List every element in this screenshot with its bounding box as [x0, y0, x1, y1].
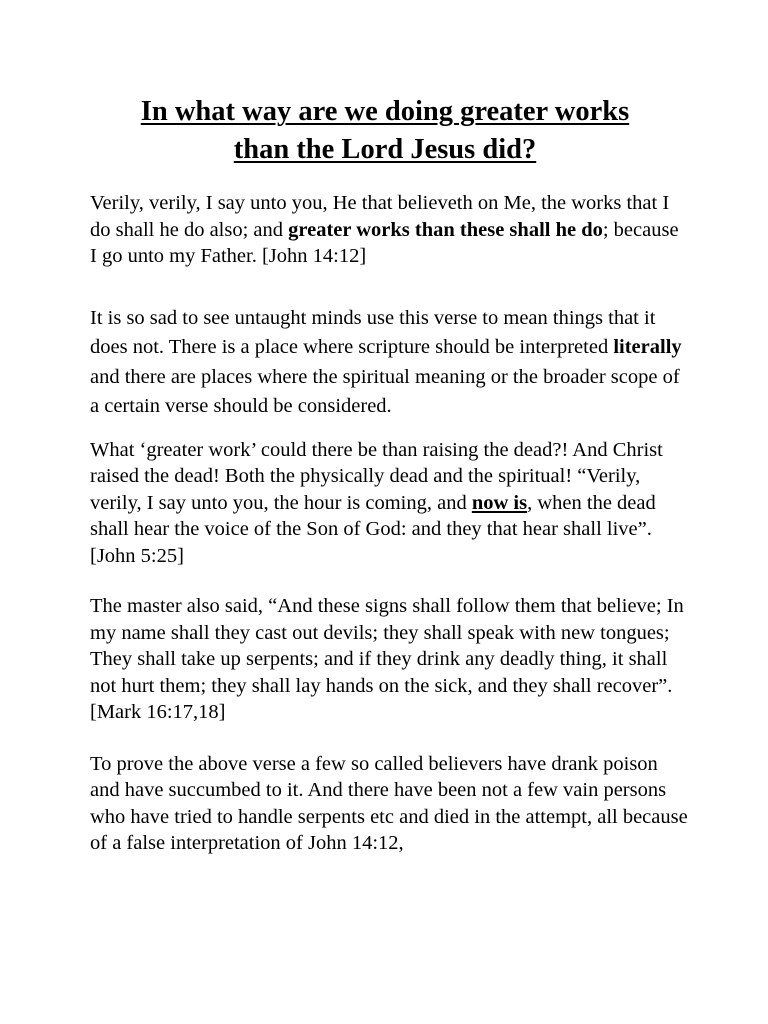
- p3-text-b: , when the dead shall hear the voice of the Son of God: and they that hear shall live”. [John 5:25]: [90, 491, 656, 567]
- p2-text-a: It is so sad to see untaught minds use this verse to mean things that it does not. There is a place where scripture should be interpreted: [90, 306, 656, 358]
- p1-text-b: ; because I go unto my Father. [John 14:12]: [90, 218, 679, 267]
- p2-text-b: and there are places where the spiritual meaning or the broader scope of a certain verse should be considered.: [90, 365, 680, 417]
- paragraph-3: [90, 437, 690, 570]
- p1-text-a: Verily, verily, I say unto you, He that believeth on Me, the works that I do shall he do also; and: [90, 192, 670, 241]
- p3-bold-underline: now is: [471, 491, 528, 514]
- title-line-2: than the Lord Jesus did?: [233, 134, 537, 165]
- paragraph-2: [90, 304, 690, 422]
- p3-text-a: What ‘greater work’ could there be than raising the dead?! And Christ raised the dead! Both the physically dead and the spiritual! “Verily, verily, I say unto you, the hour is coming, and: [90, 438, 663, 514]
- paragraph-5: To prove the above verse a few so called believers have drank poison and have succumbed to it. And there have been not a few vain persons who have tried to handle serpents etc and died in the attempt, all because of a false interpretation of John 14:12,: [90, 752, 688, 854]
- title-line-1: In what way are we doing greater works: [140, 96, 630, 127]
- paragraph-4: The master also said, “And these signs shall follow them that believe; In my name shall they cast out devils; they shall speak with new tongues; They shall take up serpents; and if they drink any deadly thing, it shall not hurt them; they shall lay hands on the sick, and they shall recover”. [Mark 16:17,18]: [90, 595, 684, 723]
- page-title: [87, 0, 683, 169]
- p2-bold: literally: [613, 336, 682, 358]
- p1-bold: greater works than these shall he do: [288, 218, 603, 241]
- paragraph-1: [90, 190, 690, 270]
